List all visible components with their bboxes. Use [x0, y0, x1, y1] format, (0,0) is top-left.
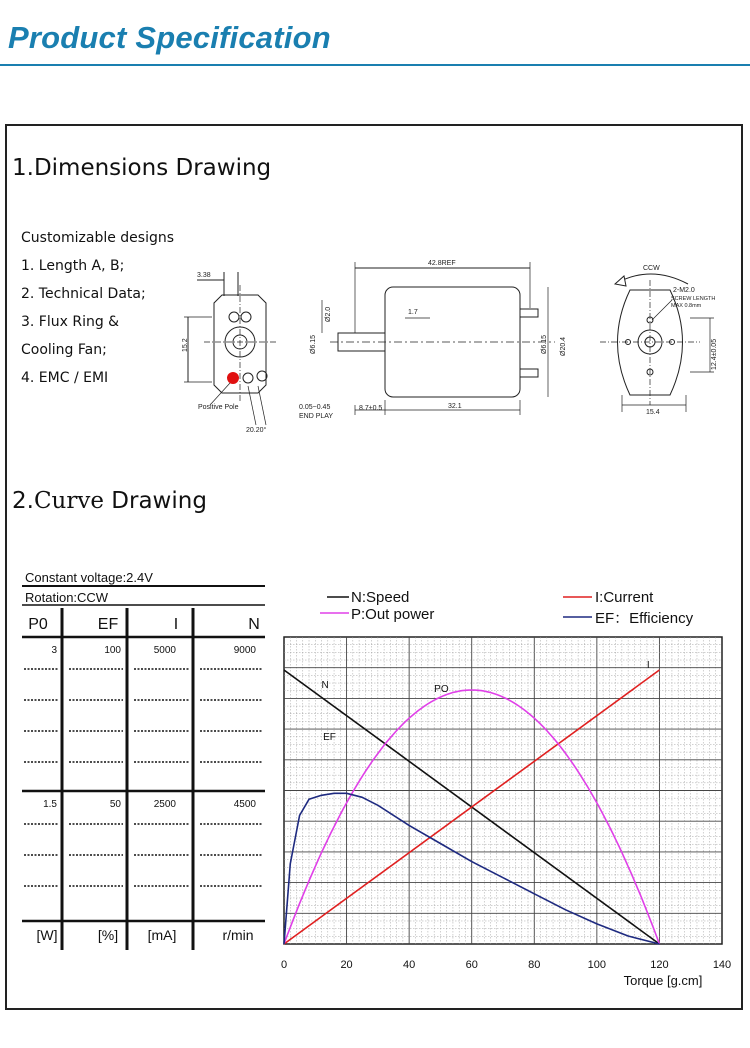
dim-label: 42.8REF [428, 260, 456, 267]
dim-label: Ø6.15 [541, 334, 548, 354]
dim-label: 8.7±0.5 [359, 405, 383, 412]
unit-w: [W] [36, 927, 58, 943]
curve-heading-prefix: 2. [12, 488, 34, 514]
unit-ma: [mA] [147, 927, 177, 943]
dim-label: Ø2.0 [325, 306, 332, 322]
dim-label: 32.1 [448, 403, 462, 410]
dim-label: 15.2 [182, 338, 189, 352]
chart-legend [320, 589, 694, 627]
dim-label: 1.7 [408, 309, 418, 316]
curve-heading-suffix: Drawing [103, 488, 207, 514]
top-value: 5000 [153, 645, 176, 656]
curve-heading-word: Curve [33, 488, 104, 514]
dim-label: 20.20° [246, 427, 267, 434]
legend-speed: N:Speed [351, 589, 410, 606]
x-tick-label: 80 [528, 959, 541, 971]
top-value: 9000 [233, 645, 256, 656]
mid-value: 4500 [233, 799, 256, 810]
feature-item: 3. Flux Ring & [21, 314, 120, 330]
chart-ticks [281, 959, 731, 971]
x-tick-label: 40 [403, 959, 416, 971]
dimensions-heading: 1.Dimensions Drawing [12, 155, 272, 181]
feature-item: 4. EMC / EMI [21, 370, 109, 386]
header-p0: P0 [28, 616, 48, 633]
legend-efficiency: EF：Efficiency [595, 610, 694, 627]
header-ef: EF [97, 616, 119, 633]
dim-label: MAX 0.8mm [671, 303, 702, 309]
mid-value: 50 [109, 799, 121, 810]
dim-label: END PLAY [299, 413, 334, 420]
mid-value: 1.5 [43, 799, 57, 810]
dim-label: 2-M2.0 [673, 287, 695, 294]
curve-label-efficiency: EF [323, 732, 336, 743]
constant-voltage: Constant voltage:2.4V [25, 570, 153, 585]
dim-label: Positive Pole [198, 404, 239, 411]
dim-label: 12.4±0.05 [711, 338, 718, 370]
x-tick-label: 120 [650, 959, 669, 971]
x-tick-label: 100 [587, 959, 607, 971]
curve-label-power: PO [434, 684, 449, 695]
top-value: 3 [51, 645, 57, 656]
x-tick-label: 140 [712, 959, 732, 971]
feature-item: Customizable designs [21, 230, 175, 246]
dim-label: CCW [643, 265, 660, 272]
legend-current: I:Current [595, 589, 654, 606]
header-n: N [248, 616, 260, 633]
dim-label: 0.05~0.45 [299, 404, 331, 411]
unit-pct: [%] [97, 927, 119, 943]
feature-item: Cooling Fan; [21, 342, 107, 358]
x-axis-title: Torque [g.cm] [623, 973, 703, 988]
dim-label: 3.38 [197, 272, 211, 279]
dim-label: SCREW LENGTH [671, 296, 716, 302]
dim-label: Ø6.15 [310, 334, 317, 354]
chart-grid [284, 637, 722, 944]
x-tick-label: 0 [280, 959, 288, 971]
dim-label: 15.4 [646, 409, 660, 416]
dim-label: Ø20.4 [560, 336, 567, 356]
rotation: Rotation:CCW [25, 590, 109, 605]
feature-item: 2. Technical Data; [21, 286, 146, 302]
x-tick-label: 60 [465, 959, 478, 971]
top-value: 100 [104, 645, 121, 656]
header-i: I [173, 616, 179, 633]
curve-label-current: I [646, 660, 650, 671]
unit-rmin: r/min [222, 927, 254, 943]
legend-power: P:Out power [351, 606, 435, 623]
mid-value: 2500 [153, 799, 176, 810]
x-tick-label: 20 [340, 959, 353, 971]
feature-item: 1. Length A, B; [21, 258, 125, 274]
page-title: Product Specification [8, 20, 331, 55]
curve-label-speed: N [321, 680, 329, 691]
